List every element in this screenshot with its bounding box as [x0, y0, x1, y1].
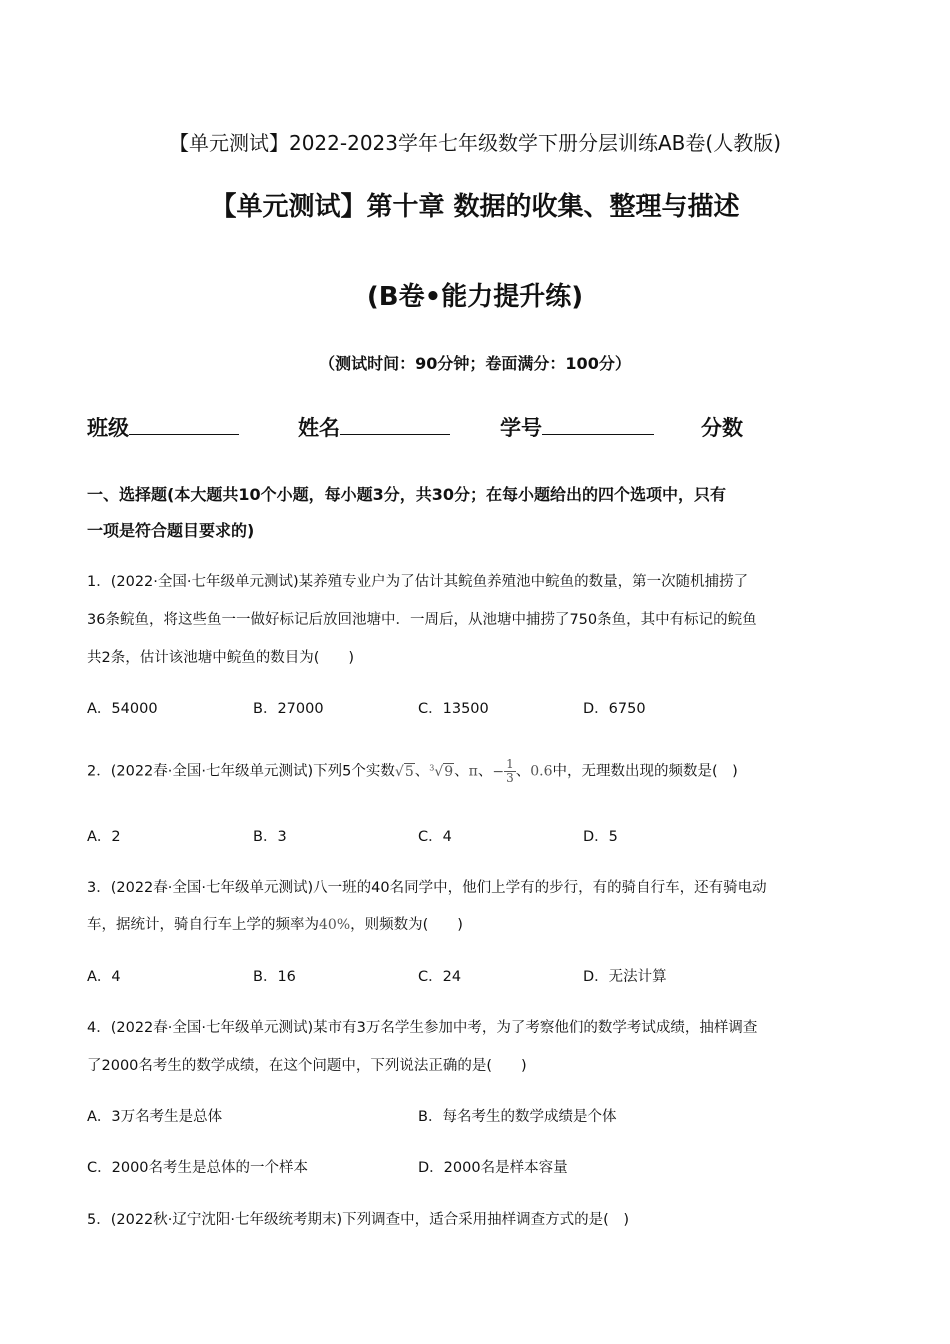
name-field [298, 412, 450, 442]
q1-line3: 共2条，估计该池塘中鲩鱼的数目为( ) [87, 650, 355, 666]
q3-option-a: A．4 [87, 969, 121, 985]
q4-option-d: D．2000名是样本容量 [418, 1160, 568, 1176]
name-blank [340, 414, 450, 435]
q3-line2: 车，据统计，骑自行车上学的频率为40%，则频数为( ) [87, 917, 463, 933]
name-label: 姓名 [298, 416, 340, 440]
q1-line1: 1．(2022·全国·七年级单元测试)某养殖专业户为了估计其鲩鱼养殖池中鲩鱼的数量，第一次随机捕捞了 [87, 574, 749, 590]
q4-line1: 4．(2022春·全国·七年级单元测试)某市有3万名学生参加中考，为了考察他们的数学考试成绩，抽样调查 [87, 1020, 758, 1036]
pi-symbol: π [468, 763, 478, 780]
q2-prefix: 2．(2022春·全国·七年级单元测试)下列5个实数 [87, 763, 395, 780]
q1-option-b: B．27000 [253, 701, 324, 717]
series-title: 【单元测试】2022-2023学年七年级数学下册分层训练AB卷(人教版) [168, 131, 782, 155]
q3-option-c: C．24 [418, 969, 462, 985]
q5-line1: 5．(2022秋·辽宁沈阳·七年级统考期末)下列调查中，适合采用抽样调查方式的是( ) [87, 1212, 629, 1228]
section-heading-line2: 一项是符合题目要求的) [87, 521, 255, 540]
number-label: 学号 [500, 416, 542, 440]
q1-line2: 36条鲩鱼，将这些鱼一一做好标记后放回池塘中．一周后，从池塘中捕捞了750条鱼，其中有标记的鲩鱼 [87, 612, 757, 628]
q2-option-a: A．2 [87, 829, 121, 845]
q3-option-d: D．无法计算 [583, 969, 667, 985]
neg-one-third-expression: − $\frac{1}{3}$ [492, 757, 514, 785]
class-blank [129, 414, 239, 435]
q4-option-c: C．2000名考生是总体的一个样本 [87, 1160, 309, 1176]
q3-line1: 3．(2022春·全国·七年级单元测试)八一班的40名同学中，他们上学有的步行，有的骑自行车，还有骑电动 [87, 880, 767, 896]
q3-option-b: B．16 [253, 969, 296, 985]
class-field [87, 412, 239, 442]
q2-option-d: D．5 [583, 829, 618, 845]
sqrt5-expression: √5 [394, 763, 414, 780]
cube-root-9-expression: $^3$√9 [429, 762, 454, 780]
q2-option-b: B．3 [253, 829, 287, 845]
number-field [500, 412, 654, 442]
repeating-decimal-expression: 0.6 [530, 763, 553, 780]
q4-option-b: B．每名考生的数学成绩是个体 [418, 1109, 617, 1125]
chapter-title: 【单元测试】第十章 数据的收集、整理与描述 [210, 192, 740, 222]
q2-option-c: C．4 [418, 829, 452, 845]
score-field [701, 412, 743, 442]
q4-line2: 了2000名考生的数学成绩，在这个问题中，下列说法正确的是( ) [87, 1058, 527, 1074]
class-label: 班级 [87, 416, 129, 440]
q4-option-a: A．3万名考生是总体 [87, 1109, 223, 1125]
q1-option-c: C．13500 [418, 701, 489, 717]
q1-option-d: D．6750 [583, 701, 646, 717]
number-blank [542, 414, 654, 435]
q1-option-a: A．54000 [87, 701, 158, 717]
score-label: 分数 [701, 416, 743, 440]
paper-subtitle: (B卷•能力提升练) [366, 282, 584, 312]
q2-line1: 2．(2022春·全国·七年级单元测试)下列5个实数√5、$^3$√9、π、− $\frac{1}{3}$ 、0.6中，无理数出现的频数是( ) [87, 757, 738, 785]
time-info: （测试时间：90分钟；卷面满分：100分） [319, 354, 631, 373]
section-heading-line1: 一、选择题(本大题共10个小题，每小题3分，共30分；在每小题给出的四个选项中，只有 [87, 485, 726, 504]
q2-suffix: 中，无理数出现的频数是( ) [552, 763, 738, 780]
forty-percent-expression: 40% [319, 917, 351, 933]
